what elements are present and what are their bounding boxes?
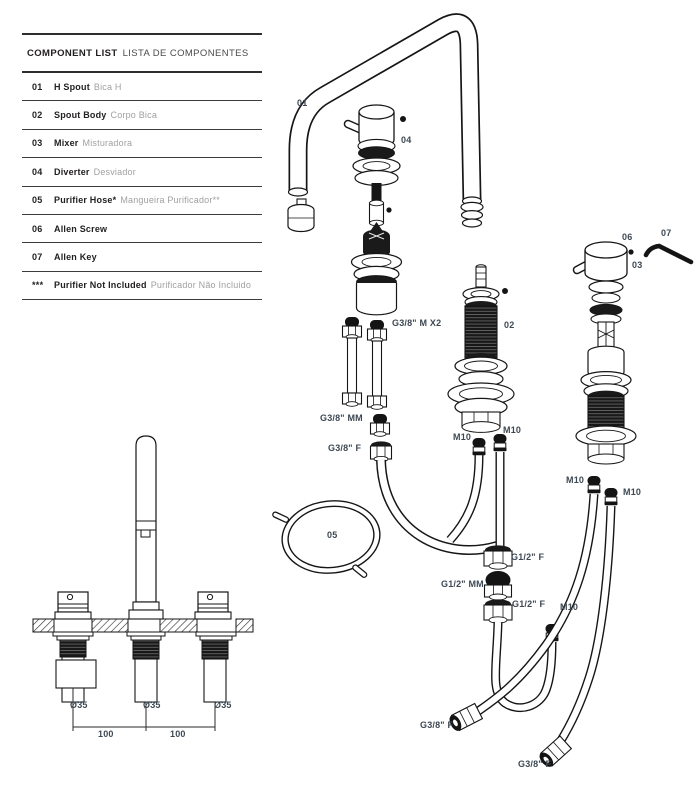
mixer-part — [576, 242, 636, 464]
label-m10-3: M10 — [566, 475, 585, 485]
label-diameter-middle: Ø35 — [143, 700, 161, 710]
diverter-part — [348, 105, 402, 315]
component-row-purifier-note: *** Purifier Not Included Purificador Não Incluido — [22, 272, 262, 300]
label-m10-5: M10 — [560, 602, 579, 612]
label-part-04: 04 — [401, 135, 412, 145]
label-part-01: 01 — [297, 98, 308, 108]
component-row-03: 03 Mixer Misturadora — [22, 130, 262, 158]
component-row-02: 02 Spout Body Corpo Bica — [22, 101, 262, 129]
component-list-title-en: COMPONENT LIST — [27, 47, 118, 59]
connector-tubes-part — [343, 317, 392, 462]
label-g38-f-3: G3/8" F — [518, 759, 552, 769]
component-list — [22, 33, 262, 300]
g38f-nut — [371, 441, 392, 461]
component-list-header — [22, 35, 262, 73]
label-part-06: 06 — [622, 232, 633, 242]
aerator-part — [288, 199, 314, 232]
component-list-title-pt: LISTA DE COMPONENTES — [122, 47, 249, 59]
label-g38-mx2: G3/8" M X2 — [392, 318, 442, 328]
component-row-06: 06 Allen Screw — [22, 215, 262, 243]
component-row-01: 01 H Spout Bica H — [22, 73, 262, 101]
component-row-05: 05 Purifier Hose* Mangueira Purificador** — [22, 187, 262, 215]
label-m10-4: M10 — [623, 487, 642, 497]
label-m10-1: M10 — [453, 432, 472, 442]
label-part-02: 02 — [504, 320, 515, 330]
label-g12-f-1: G1/2" F — [511, 552, 545, 562]
label-m10-2: M10 — [503, 425, 522, 435]
label-part-05: 05 — [327, 530, 338, 540]
label-g12-mm: G1/2" MM — [441, 579, 484, 589]
label-part-03: 03 — [632, 260, 643, 270]
installation-drawing — [33, 436, 253, 731]
label-g38-f-1: G3/8" F — [328, 443, 362, 453]
g38mm-fitting — [371, 414, 390, 436]
label-spacing-right: 100 — [170, 729, 186, 739]
label-g12-f-2: G1/2" F — [512, 599, 546, 609]
g12f-nut-2 — [484, 599, 512, 623]
component-row-04: 04 Diverter Desviador — [22, 158, 262, 186]
label-g38-f-2: G3/8" F — [420, 720, 454, 730]
allen-key-part — [646, 246, 691, 262]
label-diameter-left: Ø35 — [70, 700, 88, 710]
g12f-nut-1 — [484, 545, 512, 569]
g12mm-fitting — [485, 571, 512, 600]
label-g38-mm: G3/8" MM — [320, 413, 363, 423]
label-part-07: 07 — [661, 228, 672, 238]
label-diameter-right: Ø35 — [214, 700, 232, 710]
component-row-07: 07 Allen Key — [22, 243, 262, 271]
label-spacing-left: 100 — [98, 729, 114, 739]
